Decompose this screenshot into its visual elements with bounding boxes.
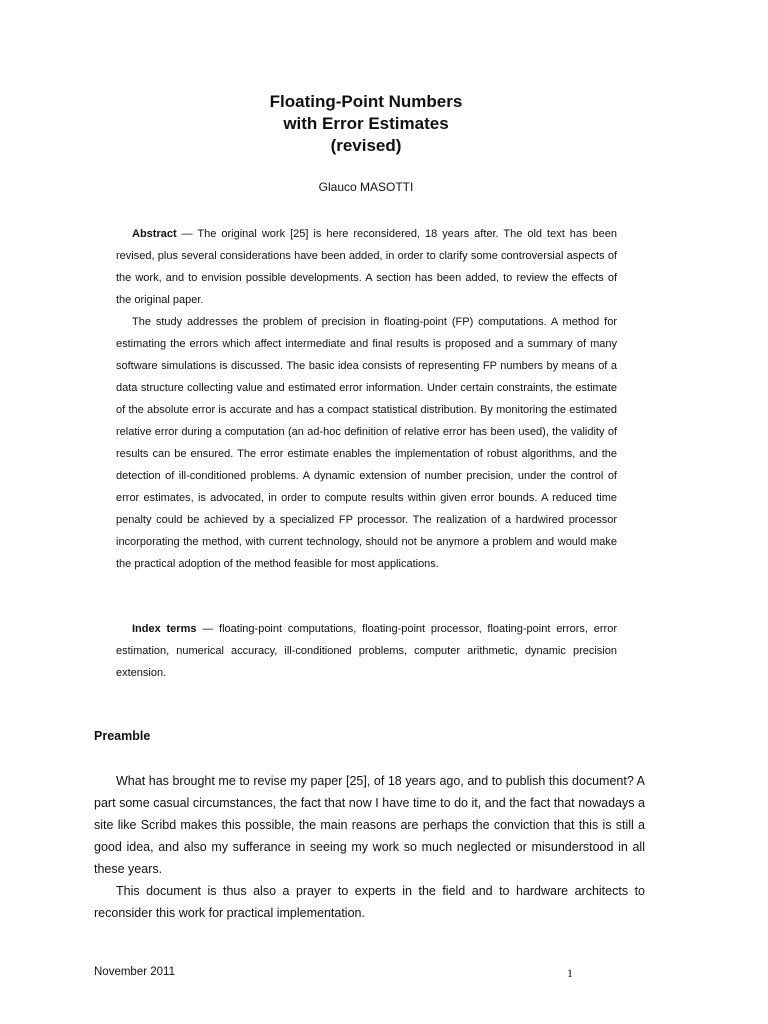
index-terms-paragraph <box>116 618 617 684</box>
title-line-1: Floating-Point Numbers <box>269 92 463 111</box>
index-terms-text: — floating-point computations, floating-point processor, floating-point errors, error estimation, numerical accuracy, ill-conditioned problems, computer arithmetic, dynamic precision extension. <box>116 623 617 679</box>
preamble-body <box>94 770 645 924</box>
preamble-paragraph-1: What has brought me to revise my paper [25], of 18 years ago, and to publish this document? A part some casual circumstances, the fact that now I have time to do it, and the fact that nowadays a site like Scribd makes this possible, the main reasons are perhaps the conviction that this is still a good idea, and also my sufferance in seeing my work so much neglected or misunderstood in all these years. <box>94 774 645 876</box>
abstract-paragraph-2: The study addresses the problem of precision in floating-point (FP) computations. A method for estimating the errors which affect intermediate and final results is proposed and a summary of many software simulations is discussed. The basic idea consists of representing FP numbers by means of a data structure collecting value and estimated error information. Under certain constraints, the estimate of the absolute error is accurate and has a compact statistical distribution. By monitoring the estimated relative error during a computation (an ad-hoc definition of relative error has been used), the validity of results can be ensured. The error estimate enables the implementation of robust algorithms, and the detection of ill-conditioned problems. A dynamic extension of number precision, under the control of error estimates, is advocated, in order to compute results within given error bounds. A reduced time penalty could be achieved by a specialized FP processor. The realization of a hardwired processor incorporating the method, with current technology, should not be anymore a problem and would make the practical adoption of the method feasible for most applications. <box>116 316 617 570</box>
author-name: Glauco MASOTTI <box>318 180 414 194</box>
title-line-2: with Error Estimates <box>283 114 449 133</box>
preamble-paragraph-2: This document is thus also a prayer to experts in the field and to hardware architects to reconsider this work for practical implementation. <box>94 884 645 920</box>
abstract-paragraph-1 <box>116 223 617 311</box>
abstract-section <box>116 223 617 575</box>
index-terms-label: Index terms <box>132 623 197 635</box>
page-number: 1 <box>567 966 573 980</box>
abstract-label: Abstract <box>132 228 177 240</box>
preamble-heading: Preamble <box>94 729 151 743</box>
footer-date: November 2011 <box>94 966 175 978</box>
title-line-3: (revised) <box>330 136 402 155</box>
abstract-text-1: — The original work [25] is here reconsidered, 18 years after. The old text has been revised, plus several considerations have been added, in order to clarify some controversial aspects of the work, and to envision possible developments. A section has been added, to review the effects of the original paper. <box>116 228 617 306</box>
index-terms-section <box>116 618 617 684</box>
paper-title <box>0 91 732 157</box>
